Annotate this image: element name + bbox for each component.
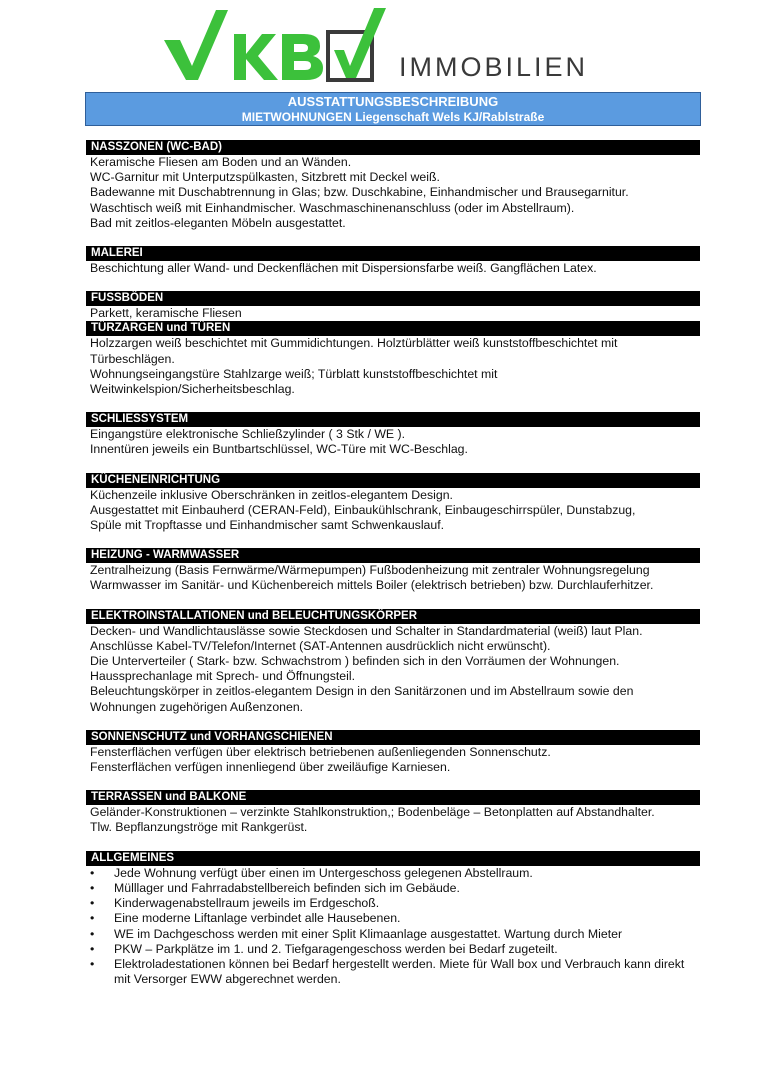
section-line: Ausgestattet mit Einbauherd (CERAN-Feld), Einbaukühlschrank, Einbaugeschirrspüler, Dunstabzug, <box>90 502 636 517</box>
section-heading: HEIZUNG - WARMWASSER <box>86 548 700 563</box>
list-item: • PKW – Parkplätze im 1. und 2. Tiefgaragengeschoss werden bei Bedarf zugeteilt. <box>86 942 700 957</box>
section-malerei <box>86 246 700 276</box>
section-line: WC-Garnitur mit Unterputzspülkasten, Sitzbrett mit Deckel weiß. <box>90 170 440 185</box>
section-line: Badewanne mit Duschabtrennung in Glas; bzw. Duschkabine, Einhandmischer und Brausegarnitur. <box>90 185 629 200</box>
vkb-logo-mark <box>160 6 400 86</box>
list-item: • Eine moderne Liftanlage verbindet alle Hausebenen. <box>86 911 700 926</box>
section-fussboeden <box>86 291 700 321</box>
section-schliessystem <box>86 412 700 457</box>
section-line: Holzzargen weiß beschichtet mit Gummidichtungen. Holztürblätter weiß kunststoffbeschichtet mit <box>90 336 618 351</box>
document-body <box>86 140 700 987</box>
section-heizung <box>86 548 700 593</box>
section-line: Anschlüsse Kabel-TV/Telefon/Internet (SAT-Antennen ausdrücklich nicht erwünscht). <box>90 638 551 653</box>
document-title-box <box>85 92 701 126</box>
section-heading: KÜCHENEINRICHTUNG <box>86 473 700 488</box>
list-item: • Kinderwagenabstellraum jeweils im Erdgeschoß. <box>86 896 700 911</box>
section-heading: FUSSBÖDEN <box>86 291 700 306</box>
section-line: Waschtisch weiß mit Einhandmischer. Waschmaschinenanschluss (oder im Abstellraum). <box>90 200 575 215</box>
list-item: • Elektroladestationen können bei Bedarf hergestellt werden. Miete für Wall box und Verbrauch kann direkt mit Versorger EWW abgerechnet werden. <box>86 957 700 987</box>
section-allgemeines <box>86 851 700 988</box>
section-line: Weitwinkelspion/Sicherheitsbeschlag. <box>90 382 295 397</box>
section-line: Decken- und Wandlichtauslässe sowie Steckdosen und Schalter in Standardmaterial (weiß) laut Plan. <box>90 623 643 638</box>
section-line: Parkett, keramische Fliesen <box>90 306 242 321</box>
section-heading: SCHLIESSYSTEM <box>86 412 700 427</box>
section-heading: NASSZONEN (WC-BAD) <box>86 140 700 155</box>
section-heading: ALLGEMEINES <box>86 851 700 866</box>
section-line: Wohnungen zugehörigen Außenzonen. <box>90 699 304 714</box>
section-sonnenschutz <box>86 730 700 775</box>
section-line: Eingangstüre elektronische Schließzylinder ( 3 Stk / WE ). <box>90 427 406 442</box>
section-line: Tlw. Bepflanzungströge mit Rankgerüst. <box>90 820 308 835</box>
section-elektro <box>86 609 700 715</box>
company-logo <box>0 0 764 92</box>
section-kueche <box>86 473 700 534</box>
section-line: Beschichtung aller Wand- und Deckenflächen mit Dispersionsfarbe weiß. Gangflächen Latex. <box>90 261 597 276</box>
section-terrassen <box>86 790 700 835</box>
section-tueren <box>86 321 700 397</box>
section-line: Küchenzeile inklusive Oberschränken in zeitlos-elegantem Design. <box>90 487 453 502</box>
section-line: Bad mit zeitlos-eleganten Möbeln ausgestattet. <box>90 215 346 230</box>
list-item: • Jede Wohnung verfügt über einen im Untergeschoss gelegenen Abstellraum. <box>86 866 700 881</box>
document-subtitle: MIETWOHNUNGEN Liegenschaft Wels KJ/Rablstraße <box>241 110 545 124</box>
section-line: Die Unterverteiler ( Stark- bzw. Schwachstrom ) befinden sich in den Vorräumen der Wohnungen. <box>90 654 620 669</box>
section-line: Innentüren jeweils ein Buntbartschlüssel, WC-Türe mit WC-Beschlag. <box>90 442 468 457</box>
bullet-list <box>86 866 700 988</box>
section-line: Zentralheizung (Basis Fernwärme/Wärmepumpen) Fußbodenheizung mit zentraler Wohnungsregelung <box>90 563 650 578</box>
section-heading: TERRASSEN und BALKONE <box>86 790 700 805</box>
section-line: Fensterflächen verfügen über elektrisch betriebenen außenliegenden Sonnenschutz. <box>90 744 551 759</box>
section-line: Spüle mit Tropftasse und Einhandmischer samt Schwenkauslauf. <box>90 518 445 533</box>
section-line: Keramische Fliesen am Boden und an Wänden. <box>90 155 352 169</box>
section-nasszonen <box>86 140 700 231</box>
section-heading: MALEREI <box>86 246 700 261</box>
section-line: Warmwasser im Sanitär- und Küchenbereich mittels Boiler (elektrisch betrieben) bzw. Durchlauferhitzer. <box>90 578 654 593</box>
list-item: • Mülllager und Fahrradabstellbereich befinden sich im Gebäude. <box>86 881 700 896</box>
section-line: Beleuchtungskörper in zeitlos-elegantem Design in den Sanitärzonen und im Abstellraum sowie den <box>90 684 634 699</box>
section-heading: TÜRZARGEN und TÜREN <box>86 321 700 336</box>
document-title: AUSSTATTUNGSBESCHREIBUNG <box>287 94 499 109</box>
section-line: Fensterflächen verfügen innenliegend über zweiläufige Karniesen. <box>90 760 451 775</box>
logo-wordmark: IMMOBILIEN <box>399 52 589 82</box>
section-heading: SONNENSCHUTZ und VORHANGSCHIENEN <box>86 730 700 745</box>
section-line: Geländer-Konstruktionen – verzinkte Stahlkonstruktion,; Bodenbeläge – Betonplatten auf Abstandhalter. <box>90 805 655 820</box>
list-item: • WE im Dachgeschoss werden mit einer Split Klimaanlage ausgestattet. Wartung durch Mieter <box>86 927 700 942</box>
section-heading: ELEKTROINSTALLATIONEN und BELEUCHTUNGSKÖRPER <box>86 609 700 624</box>
section-line: Türbeschlägen. <box>90 351 175 366</box>
section-line: Haussprechanlage mit Sprech- und Öffnungsteil. <box>90 669 355 684</box>
section-line: Wohnungseingangstüre Stahlzarge weiß; Türblatt kunststoffbeschichtet mit <box>90 366 498 381</box>
